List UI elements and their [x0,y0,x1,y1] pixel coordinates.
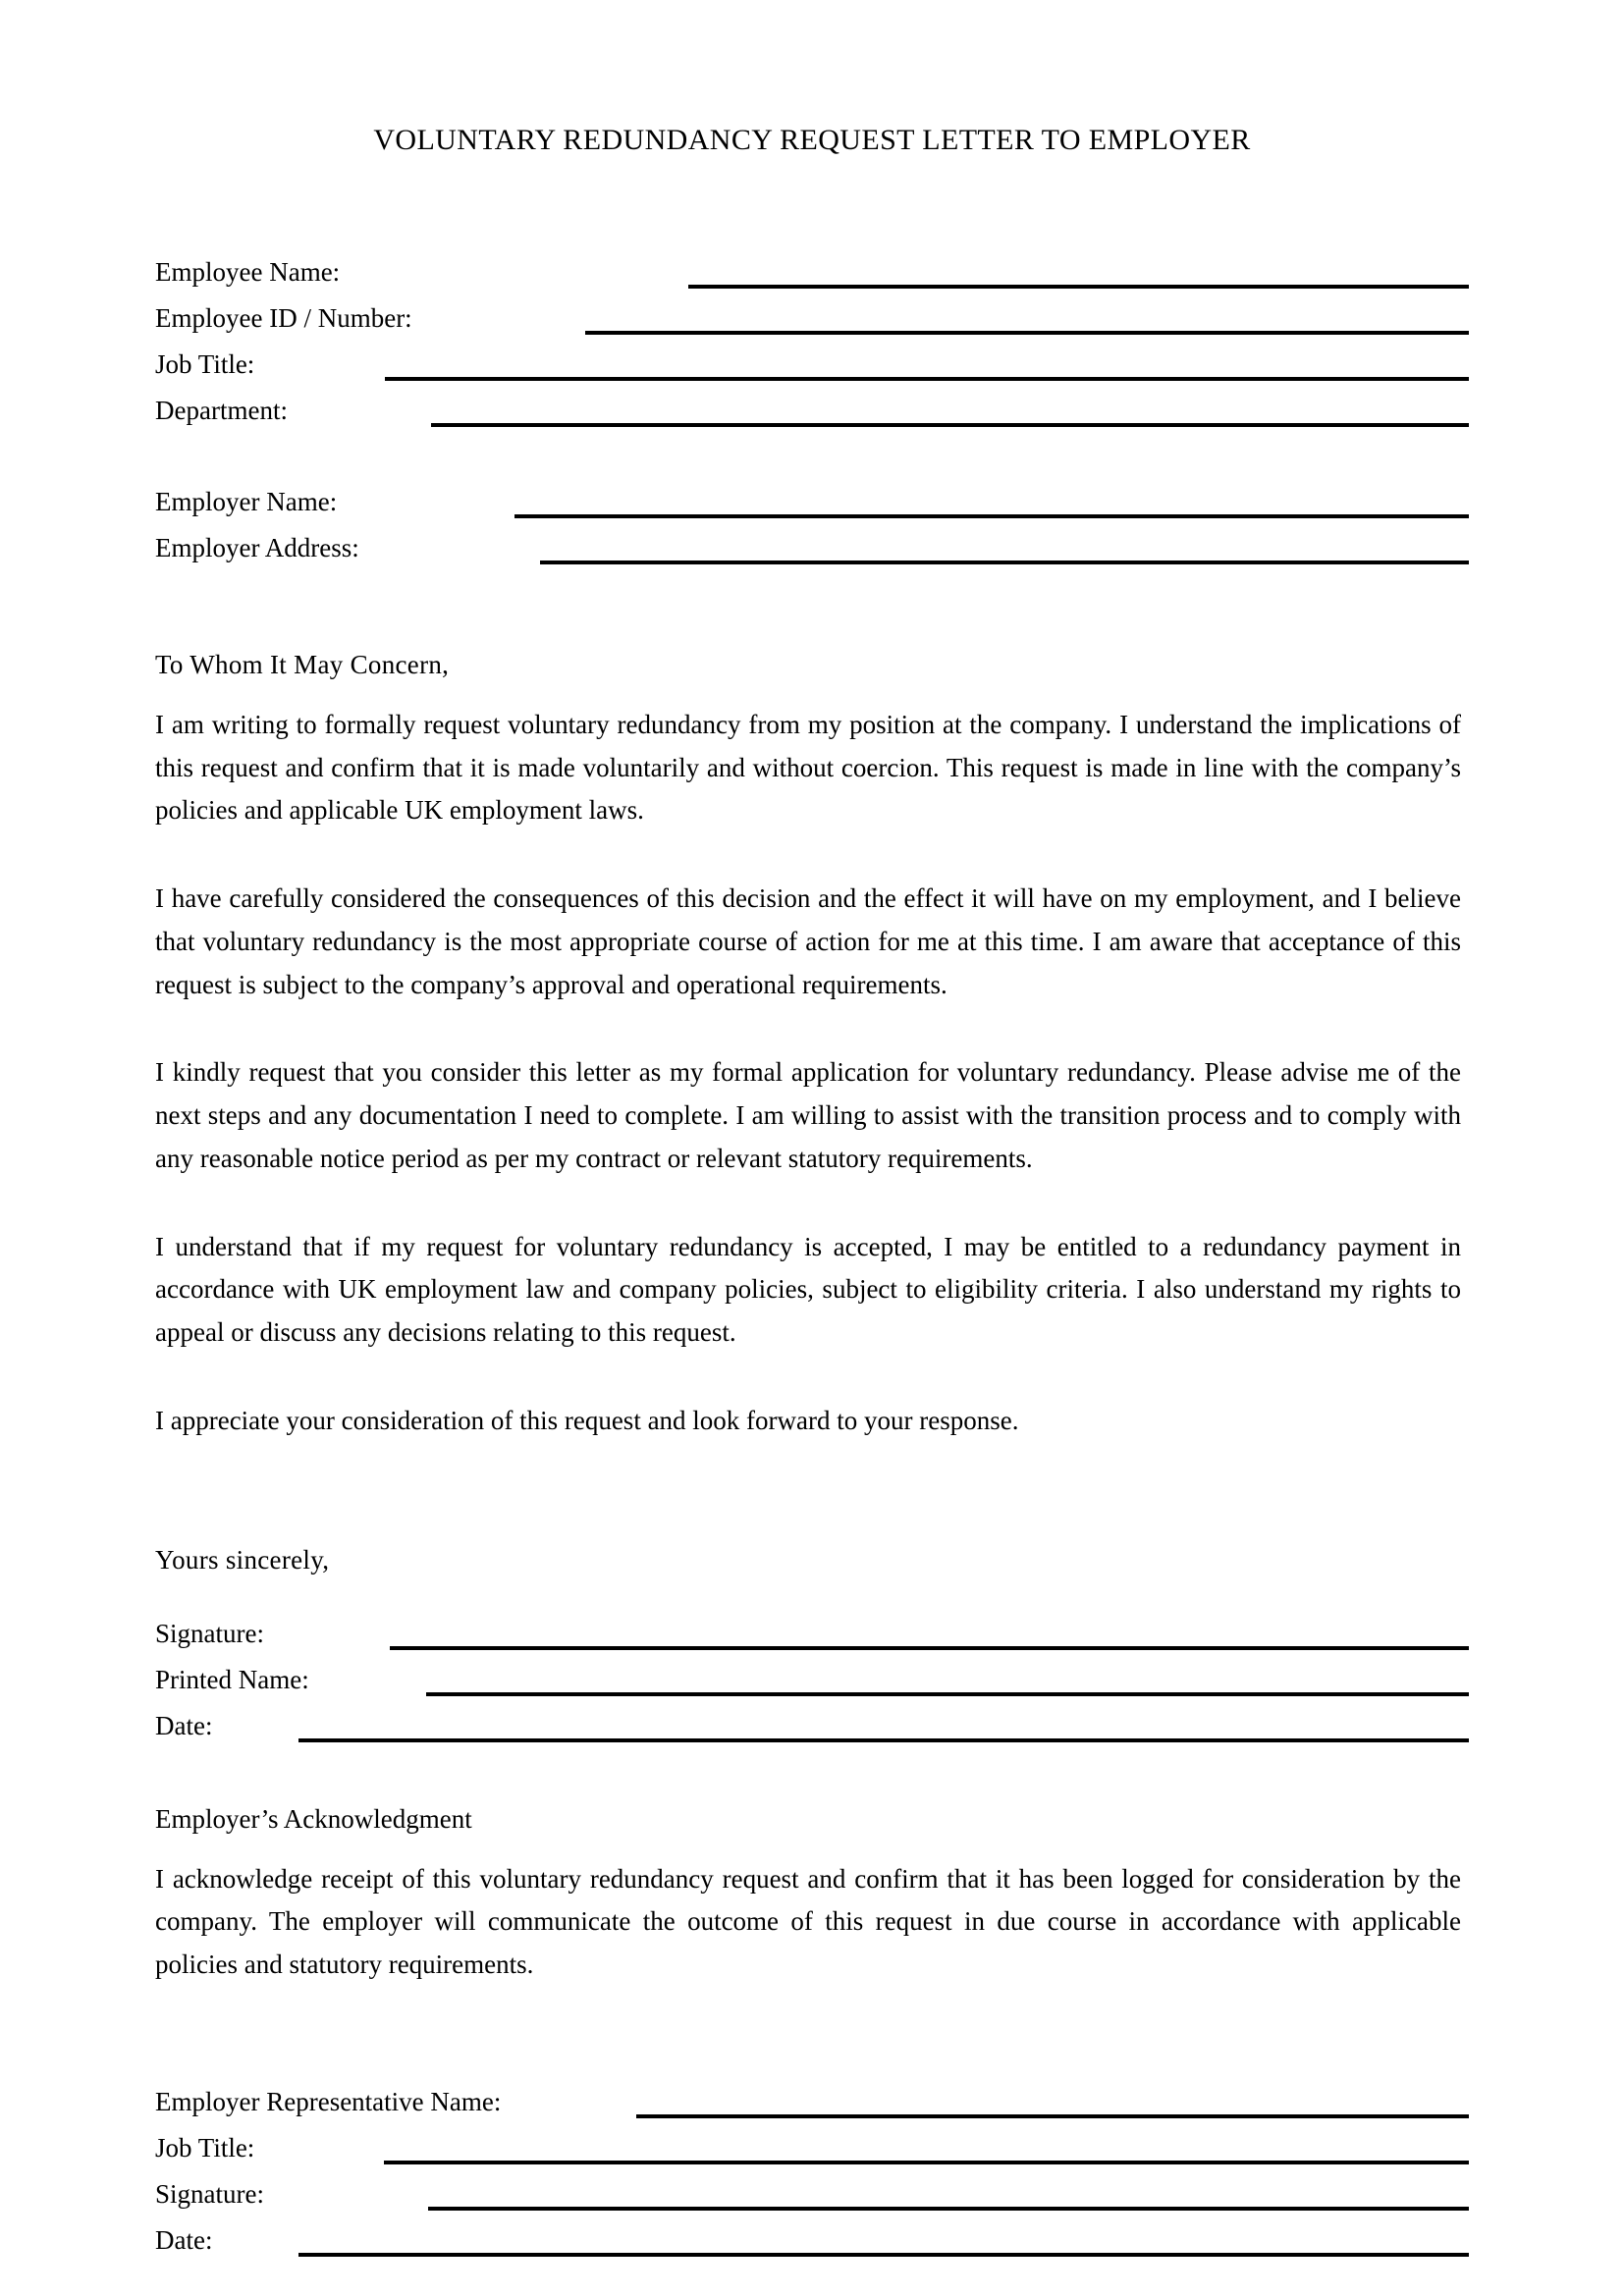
field-label-employee-name: Employee Name: [155,257,341,287]
field-input-date[interactable] [298,1738,1469,1742]
spacer-after-title [155,157,1469,259]
field-label-job-title: Job Title: [155,349,255,379]
spacer-before-employer-signoff [155,1987,1469,2089]
field-input-employee-name[interactable] [688,285,1469,289]
spacer-after-salutation [155,680,1469,704]
field-row-employer-date[interactable] [155,2224,1469,2273]
field-input-employer-name[interactable] [514,514,1469,518]
field-row-department[interactable] [155,398,1469,444]
field-input-printed-name[interactable] [426,1692,1469,1696]
employer-details-section [155,489,1469,581]
field-input-employer-job-title[interactable] [384,2161,1469,2164]
paragraph-gap [155,832,1469,878]
body-paragraph-1: I am writing to formally request voluntary redundancy from my position at the company. I understand the implications of this request and confirm that it is made voluntarily and without coercion. This request is made in line with the company’s policies and applicable UK employment laws. [155,710,1461,826]
employer-signoff-section [155,2086,1469,2273]
field-label-printed-name: Printed Name: [155,1664,309,1694]
field-label-date: Date: [155,1710,213,1740]
section-heading-employer-acknowledgment: Employer’s Acknowledgment [155,1803,472,1834]
employee-signature-section [155,1618,1469,1759]
document-body [155,0,1469,2273]
field-input-employer-address[interactable] [540,561,1469,564]
field-row-employer-address[interactable] [155,535,1469,581]
paragraph-gap [155,1006,1469,1051]
field-input-employer-signature[interactable] [428,2207,1469,2211]
page-title: VOLUNTARY REDUNDANCY REQUEST LETTER TO EMPLOYER [373,124,1251,156]
employee-details-section [155,259,1469,444]
field-label-employer-name: Employer Name: [155,487,338,516]
field-label-employer-signature: Signature: [155,2178,264,2209]
body-paragraph-5: I appreciate your consideration of this request and look forward to your response. [155,1405,1019,1435]
body-paragraph-3: I kindly request that you consider this letter as my formal application for voluntary redundancy. Please advise me of the next steps and any documentation I need to complete. I am willing to assist with the transition process and to comply with any reasonable notice period as per my contract or relevant statutory requirements. [155,1057,1461,1173]
paragraph-gap [155,1181,1469,1226]
spacer-before-signature-block [155,1575,1469,1621]
spacer-before-salutation [155,581,1469,650]
closing-salutation: Yours sincerely, [155,1544,330,1575]
spacer-before-closing [155,1443,1469,1545]
field-label-employer-date: Date: [155,2224,213,2255]
field-row-signature[interactable] [155,1618,1469,1667]
field-row-employee-name[interactable] [155,259,1469,305]
acknowledgment-paragraph: I acknowledge receipt of this voluntary redundancy request and confirm that it has been logged for consideration by the company. The employer will communicate the outcome of this request in due course in accordance with applicable policies and statutory requirements. [155,1863,1461,1980]
field-input-employee-id[interactable] [585,331,1469,335]
field-label-department: Department: [155,396,288,425]
field-label-employer-job-title: Job Title: [155,2132,255,2163]
body-paragraph-4: I understand that if my request for voluntary redundancy is accepted, I may be entitled to a redundancy payment in accordance with UK employment law and company policies, subject to eligibility criteria. I also understand my rights to appeal or discuss any decisions relating to this request. [155,1231,1461,1348]
field-row-employer-signature[interactable] [155,2178,1469,2227]
field-input-employer-representative-name[interactable] [636,2114,1469,2118]
paragraph-gap [155,1355,1469,1400]
field-row-job-title[interactable] [155,351,1469,398]
spacer-after-heading [155,1835,1469,1858]
spacer-between-party-blocks [155,444,1469,489]
field-label-employee-id: Employee ID / Number: [155,303,412,333]
field-row-date[interactable] [155,1710,1469,1759]
field-label-employer-address: Employer Address: [155,533,359,562]
field-row-employer-representative-name[interactable] [155,2086,1469,2135]
field-input-job-title[interactable] [385,377,1469,381]
body-paragraph-2: I have carefully considered the consequences of this decision and the effect it will have on my employment, and I believe that voluntary redundancy is the most appropriate course of action for me at this time. I am aware that acceptance of this request is subject to the company’s approval and operational requirements. [155,883,1461,999]
field-input-department[interactable] [431,423,1469,427]
field-row-employee-id[interactable] [155,305,1469,351]
field-row-employer-job-title[interactable] [155,2132,1469,2181]
field-label-signature: Signature: [155,1618,264,1648]
field-input-signature[interactable] [390,1646,1469,1650]
salutation: To Whom It May Concern, [155,650,450,679]
spacer-before-acknowledgment [155,1759,1469,1804]
field-row-printed-name[interactable] [155,1664,1469,1713]
field-row-employer-name[interactable] [155,489,1469,535]
field-input-employer-date[interactable] [298,2253,1469,2257]
field-label-employer-representative-name: Employer Representative Name: [155,2086,502,2116]
